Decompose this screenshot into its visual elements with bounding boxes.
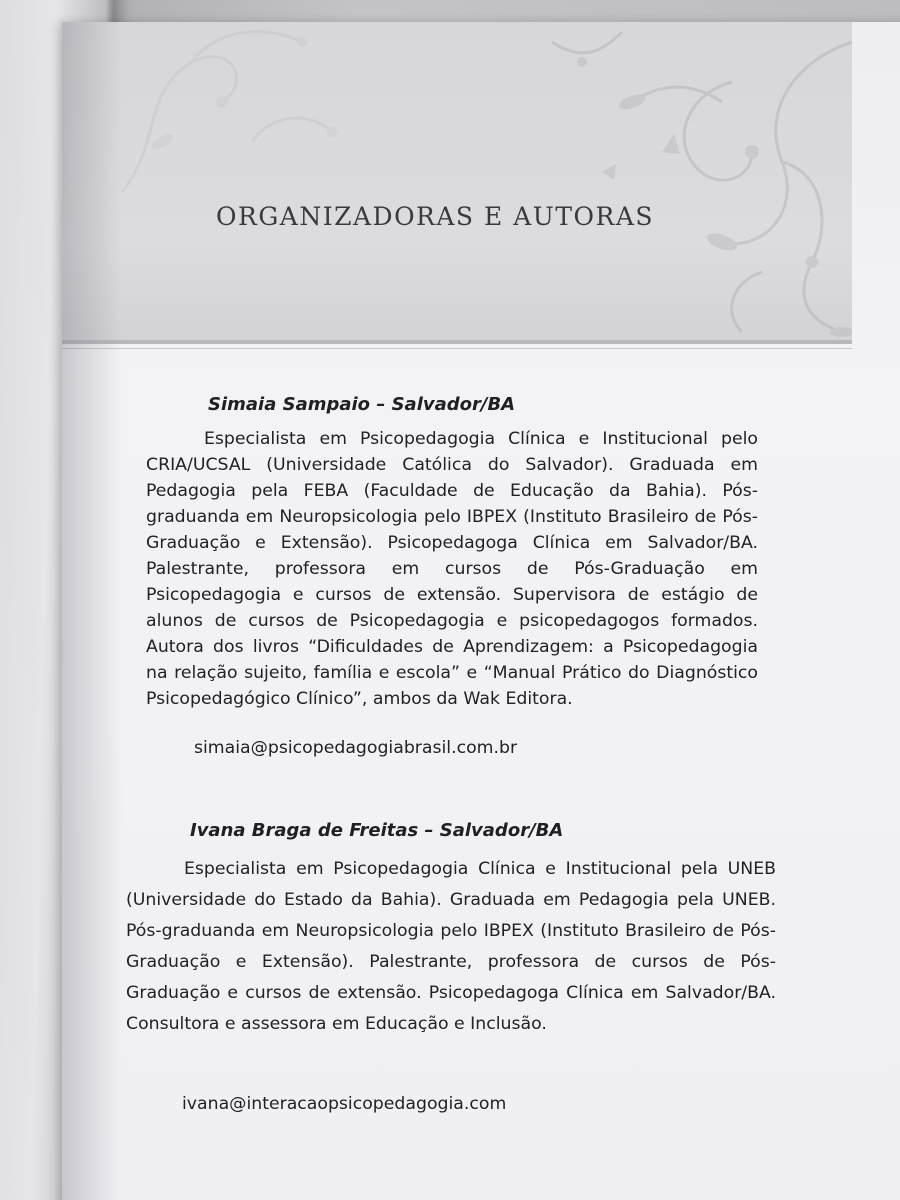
header-divider-thin xyxy=(62,348,852,349)
author-bio: Especialista em Psicopedagogia Clínica e Institucional pelo CRIA/UCSAL (Universidade Católica do Salvador). Graduada em Pedagogia pela FEBA (Faculdade de Educação da Bahia). Pós-graduanda em Neuropsicologia pelo IBPEX (Instituto Brasileiro de Pós-Graduação e Extensão). Psicopedagoga Clínica em Salvador/BA. Palestrante, professora em cursos de Pós-Graduação em Psicopedagogia e cursos de extensão. Supervisora de estágio de alunos de cursos de Psicopedagogia e psicopedagogos formados. Autora dos livros “Dificuldades de Aprendizagem: a Psicopedagogia na relação sujeito, família e escola” e “Manual Prático do Diagnóstico Psicopedagógico Clínico”, ambos da Wak Editora. xyxy=(146,429,758,709)
author-name: Simaia Sampaio – Salvador/BA xyxy=(208,394,516,415)
floral-ornament-icon xyxy=(102,22,362,202)
floral-ornament-icon xyxy=(432,22,852,340)
header-band xyxy=(62,22,852,340)
author-name: Ivana Braga de Freitas – Salvador/BA xyxy=(190,820,564,841)
section-title: ORGANIZADORAS E AUTORAS xyxy=(216,202,655,231)
author-email: ivana@interacaopsicopedagogia.com xyxy=(182,1094,507,1114)
book-page xyxy=(62,22,900,1200)
author-bio: Especialista em Psicopedagogia Clínica e Institucional pela UNEB (Universidade do Estado da Bahia). Graduada em Pedagogia pela UNEB. Pós-graduanda em Neuropsicologia pelo IBPEX (Instituto Brasileiro de Pós-Graduação e Extensão). Palestrante, professora de cursos de Pós-Graduação e cursos de extensão. Psicopedagoga Clínica em Salvador/BA. Consultora e assessora em Educação e Inclusão. xyxy=(126,859,776,1034)
header-divider xyxy=(62,340,852,344)
author-email: simaia@psicopedagogiabrasil.com.br xyxy=(194,738,518,758)
